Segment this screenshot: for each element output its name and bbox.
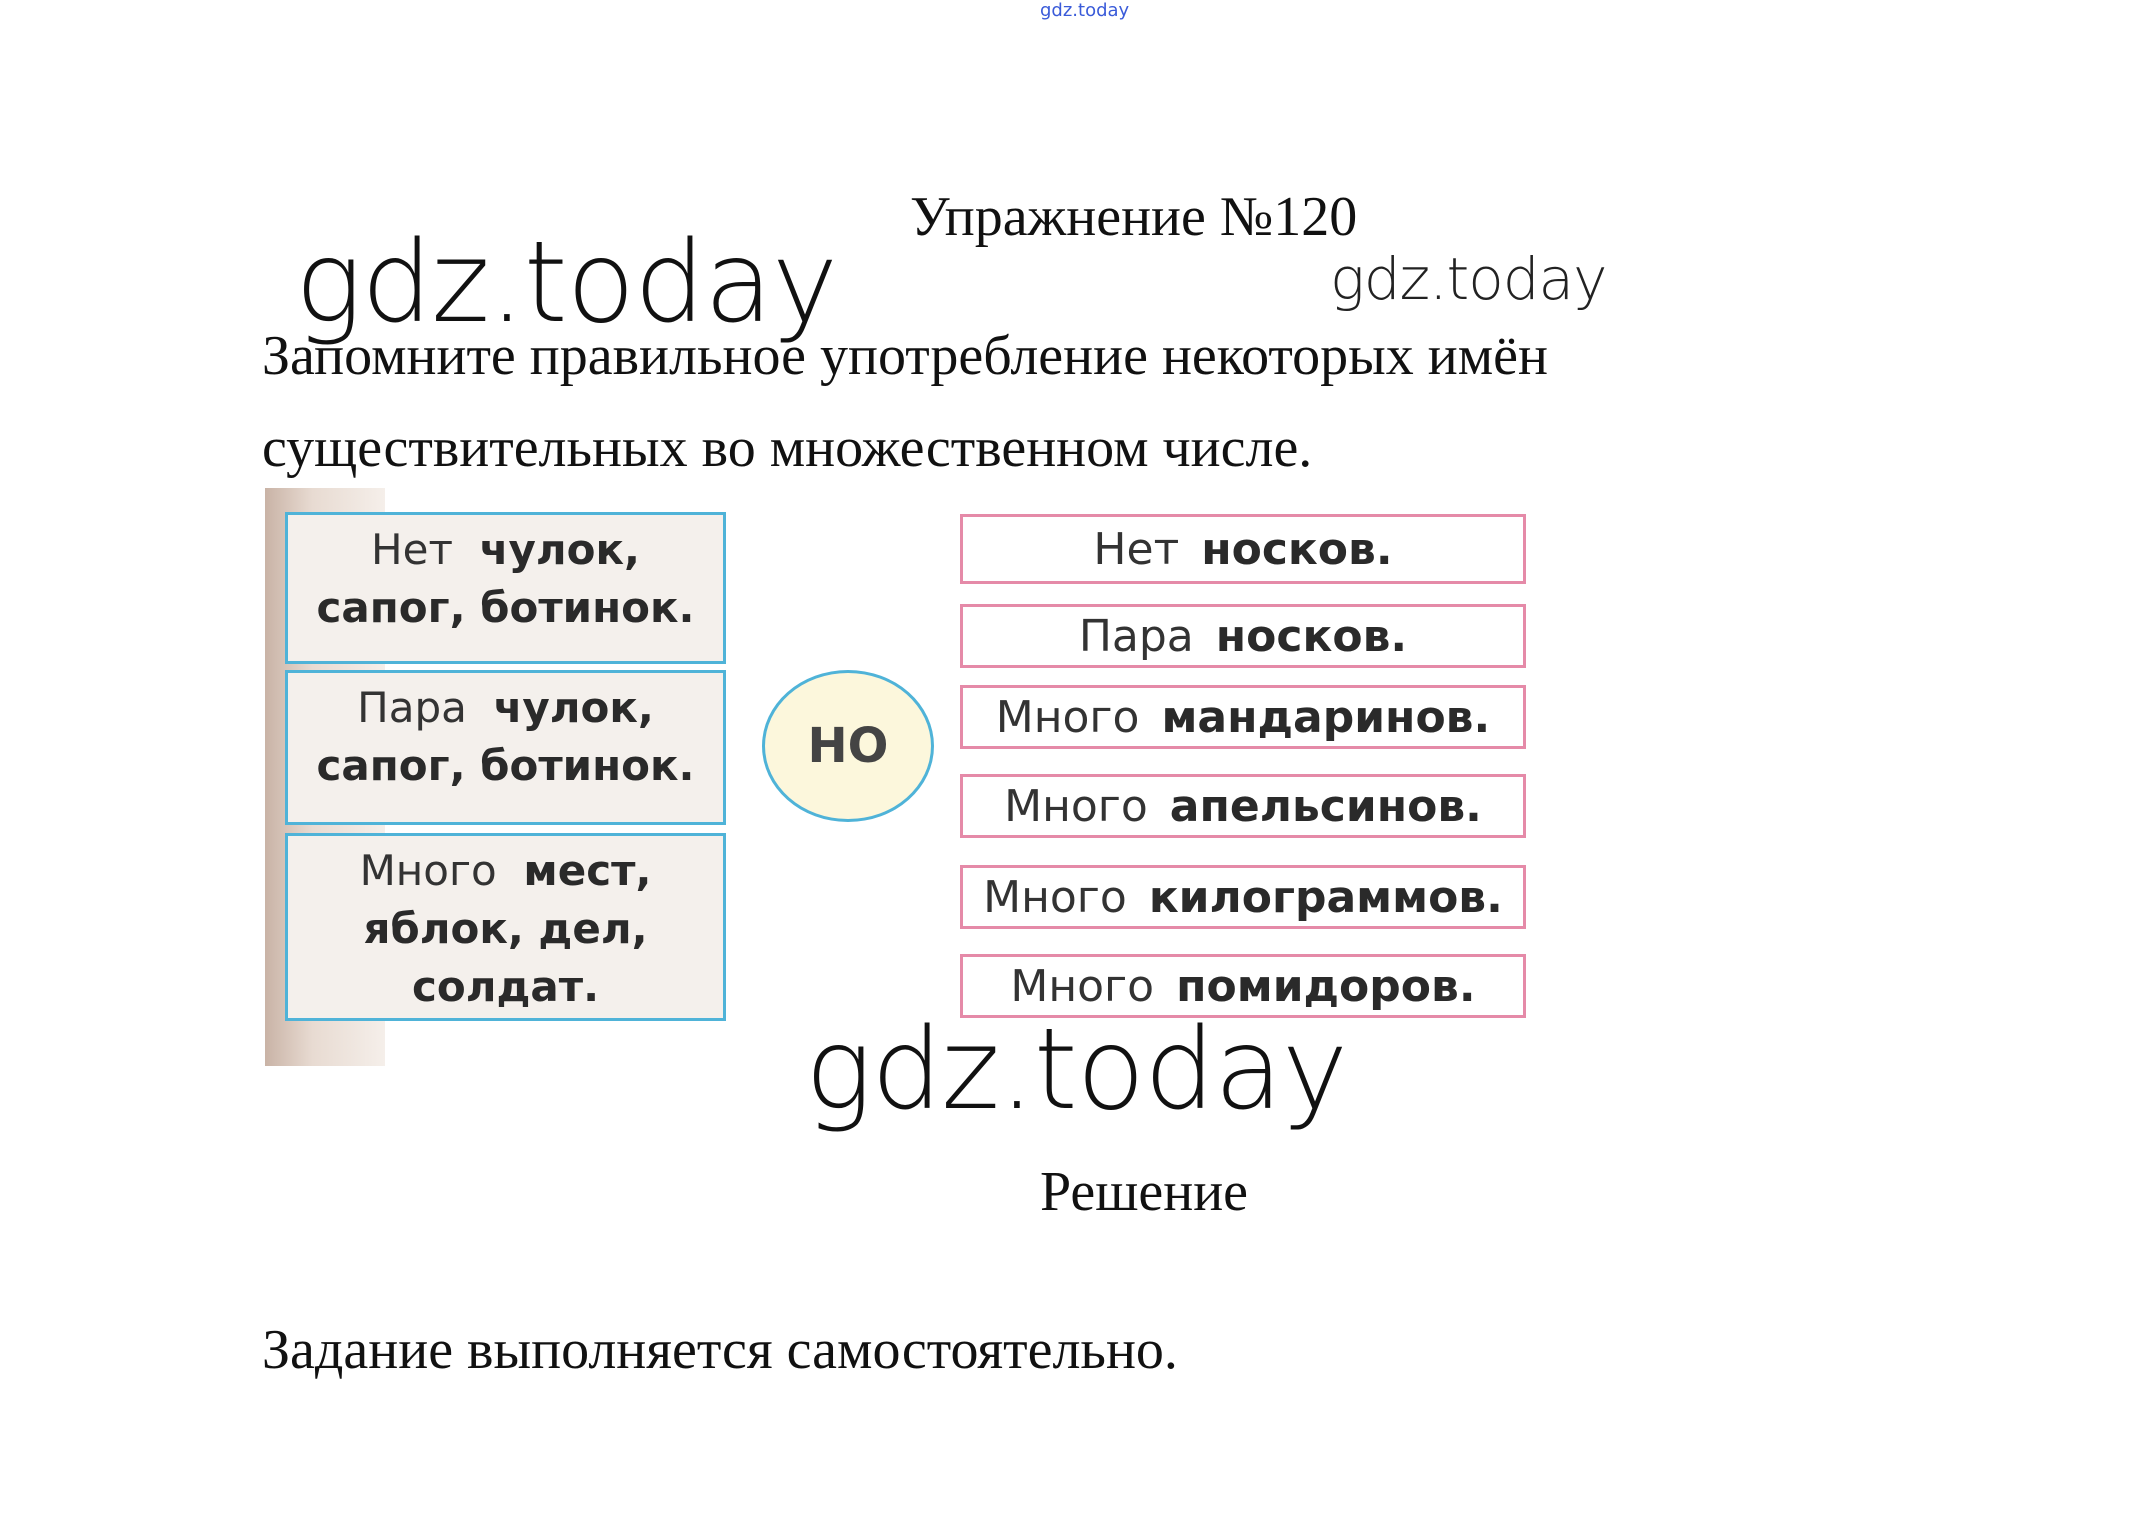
right-box-4: Много апельсинов. xyxy=(960,774,1526,838)
right-box-1: Нет носков. xyxy=(960,514,1526,584)
connector-ellipse xyxy=(762,670,934,822)
left-box-3: Много мест, яблок, дел, солдат. xyxy=(285,833,726,1021)
watermark-large-center: gdz.today xyxy=(805,1005,1348,1135)
right-box-2: Пара носков. xyxy=(960,604,1526,668)
solution-text: Задание выполняется самостоятельно. xyxy=(262,1319,1178,1381)
watermark-top: gdz.today xyxy=(1040,0,1130,21)
left-box-1: Нет чулок, сапог, ботинок. xyxy=(285,512,726,664)
watermark-small-right: gdz.today xyxy=(1330,245,1607,313)
exercise-instructions: Запомните правильное употребление некоторых имён существительных во множественном числе. xyxy=(262,325,1548,479)
right-box-5: Много килограммов. xyxy=(960,865,1526,929)
left-box-2: Пара чулок, сапог, ботинок. xyxy=(285,670,726,825)
connector-label: НО xyxy=(807,718,889,774)
textbook-figure xyxy=(265,488,1555,1066)
right-box-3: Много мандаринов. xyxy=(960,685,1526,749)
solution-heading: Решение xyxy=(1040,1161,1249,1223)
watermark-large-left: gdz.today xyxy=(295,218,838,348)
right-box-6: Много помидоров. xyxy=(960,954,1526,1018)
exercise-title: Упражнение №120 xyxy=(910,186,1358,248)
